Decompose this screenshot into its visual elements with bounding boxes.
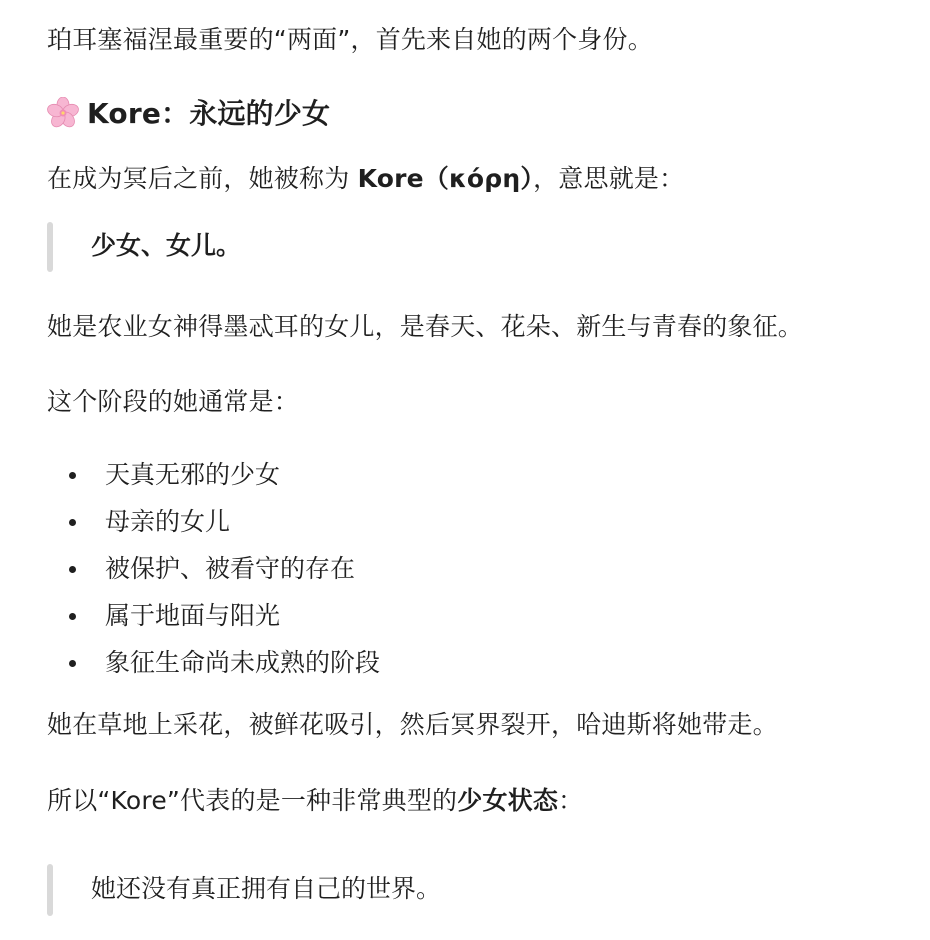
- kore-name: Kore（κόρη）: [357, 164, 534, 193]
- state-text: 所以“Kore”代表的是一种非常典型的: [47, 786, 458, 815]
- bullet-icon: [69, 519, 76, 526]
- bullet-icon: [69, 660, 76, 667]
- blockquote: [47, 864, 907, 916]
- kore-intro-paragraph: [47, 161, 684, 197]
- stage-intro-paragraph: 这个阶段的她通常是：: [47, 387, 300, 416]
- state-bold: 少女状态: [457, 786, 559, 815]
- list-item-text: 母亲的女儿: [105, 507, 231, 536]
- kore-intro-text: 在成为冥后之前，她被称为: [47, 164, 358, 193]
- heading-prefix: Kore：: [87, 97, 190, 130]
- blockquote: [47, 222, 907, 274]
- daughter-paragraph: 她是农业女神得墨忒耳的女儿，是春天、花朵、新生与青春的象征。: [47, 312, 804, 341]
- list-item: [47, 598, 380, 645]
- quote-text: 她还没有真正拥有自己的世界。: [91, 874, 442, 903]
- quote-text: 少女、女儿。: [91, 231, 242, 260]
- section-heading: [47, 96, 330, 132]
- heading-text: 永远的少女: [189, 97, 331, 130]
- bullet-icon: [69, 613, 76, 620]
- traits-list: [47, 457, 380, 692]
- quote-bar: [47, 222, 53, 272]
- list-item: [47, 551, 380, 598]
- list-item-text: 象征生命尚未成熟的阶段: [105, 648, 381, 677]
- list-item-text: 天真无邪的少女: [105, 460, 281, 489]
- list-item: [47, 457, 380, 504]
- quote-bar: [47, 864, 53, 916]
- state-suffix: ：: [558, 786, 584, 815]
- story-paragraph: 她在草地上采花，被鲜花吸引，然后冥界裂开，哈迪斯将她带走。: [47, 710, 778, 739]
- cherry-blossom-icon: [47, 97, 79, 129]
- list-item-text: 被保护、被看守的存在: [105, 554, 356, 583]
- intro-paragraph: 珀耳塞福涅最重要的“两面”，首先来自她的两个身份。: [47, 25, 653, 54]
- list-item: [47, 645, 380, 692]
- list-item: [47, 504, 380, 551]
- list-item-text: 属于地面与阳光: [105, 601, 281, 630]
- state-paragraph: [47, 783, 583, 819]
- bullet-icon: [69, 566, 76, 573]
- kore-intro-suffix: ，意思就是：: [533, 164, 685, 193]
- bullet-icon: [69, 472, 76, 479]
